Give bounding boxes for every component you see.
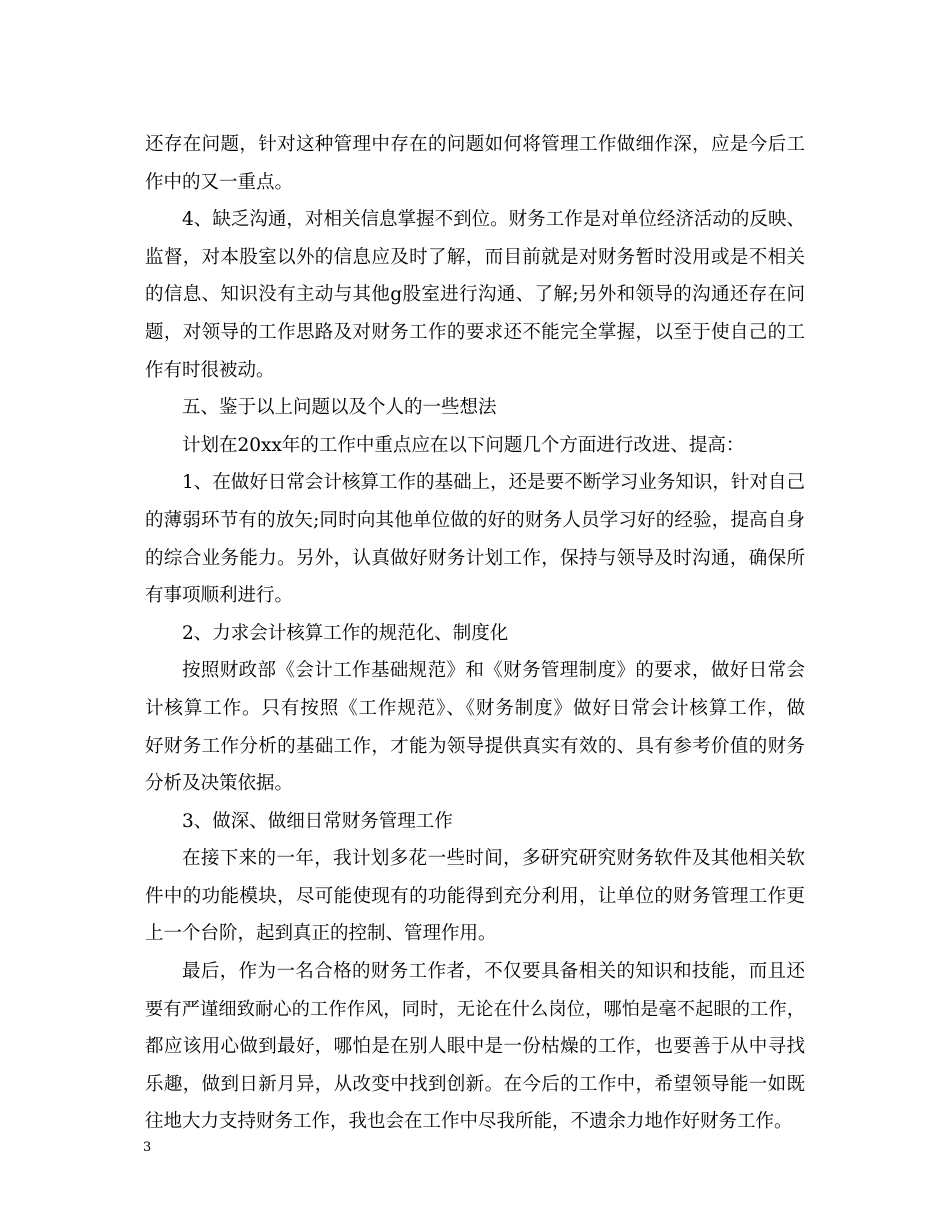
text-line: 五、鉴于以上问题以及个人的一些想法 [182,397,497,419]
text-line: 有事项顺利进行。 [145,585,294,607]
text-line: 按照财政部《会计工作基础规范》和《财务管理制度》的要求，做好日常会 [182,660,805,682]
text-line: 监督，对本股室以外的信息应及时了解，而目前就是对财务暂时没用或是不相关 [145,246,805,268]
text-line: 题，对领导的工作思路及对财务工作的要求还不能完全掌握，以至于使自己的工 [145,321,805,343]
text-line: 好财务工作分析的基础工作，才能为领导提供真实有效的、具有参考价值的财务 [145,735,805,757]
text-line: 4、缺乏沟通，对相关信息掌握不到位。财务工作是对单位经济活动的反映、 [182,209,805,231]
text-line: 的综合业务能力。另外，认真做好财务计划工作，保持与领导及时沟通，确保所 [145,547,805,569]
text-line: 的信息、知识没有主动与其他g股室进行沟通、了解;另外和领导的沟通还存在问 [145,284,805,306]
text-line: 往地大力支持财务工作，我也会在工作中尽我所能，不遗余力地作好财务工作。 [145,1111,793,1133]
text-line: 1、在做好日常会计核算工作的基础上，还是要不断学习业务知识，针对自己 [182,472,805,494]
text-line: 最后，作为一名合格的财务工作者，不仅要具备相关的知识和技能，而且还 [182,961,805,983]
text-line: 的薄弱环节有的放矢;同时向其他单位做的好的财务人员学习好的经验，提高自身 [145,509,805,531]
document-body [145,126,805,1141]
text-line: 在接下来的一年，我计划多花一些时间，多研究研究财务软件及其他相关软 [182,848,805,870]
text-line: 作中的又一重点。 [145,171,294,193]
text-line: 要有严谨细致耐心的工作作风，同时，无论在什么岗位，哪怕是毫不起眼的工作， [145,998,805,1020]
text-line: 件中的功能模块，尽可能使现有的功能得到充分利用，让单位的财务管理工作更 [145,885,805,907]
text-line: 3、做深、做细日常财务管理工作 [182,810,453,832]
text-line: 上一个台阶，起到真正的控制、管理作用。 [145,923,497,945]
text-line: 还存在问题，针对这种管理中存在的问题如何将管理工作做细作深，应是今后工 [145,134,805,155]
text-line: 计核算工作。只有按照《工作规范》、《财务制度》做好日常会计核算工作，做 [145,697,805,719]
page-number: 3 [143,1140,152,1155]
text-line: 2、力求会计核算工作的规范化、制度化 [182,622,509,644]
text-line: 计划在20xx年的工作中重点应在以下问题几个方面进行改进、提高： [182,434,745,456]
text-line: 乐趣，做到日新月异，从改变中找到创新。在今后的工作中，希望领导能一如既 [145,1073,805,1095]
text-line: 分析及决策依据。 [145,773,294,795]
text-line: 都应该用心做到最好，哪怕是在别人眼中是一份枯燥的工作，也要善于从中寻找 [145,1036,805,1058]
text-line: 作有时很被动。 [145,359,275,381]
